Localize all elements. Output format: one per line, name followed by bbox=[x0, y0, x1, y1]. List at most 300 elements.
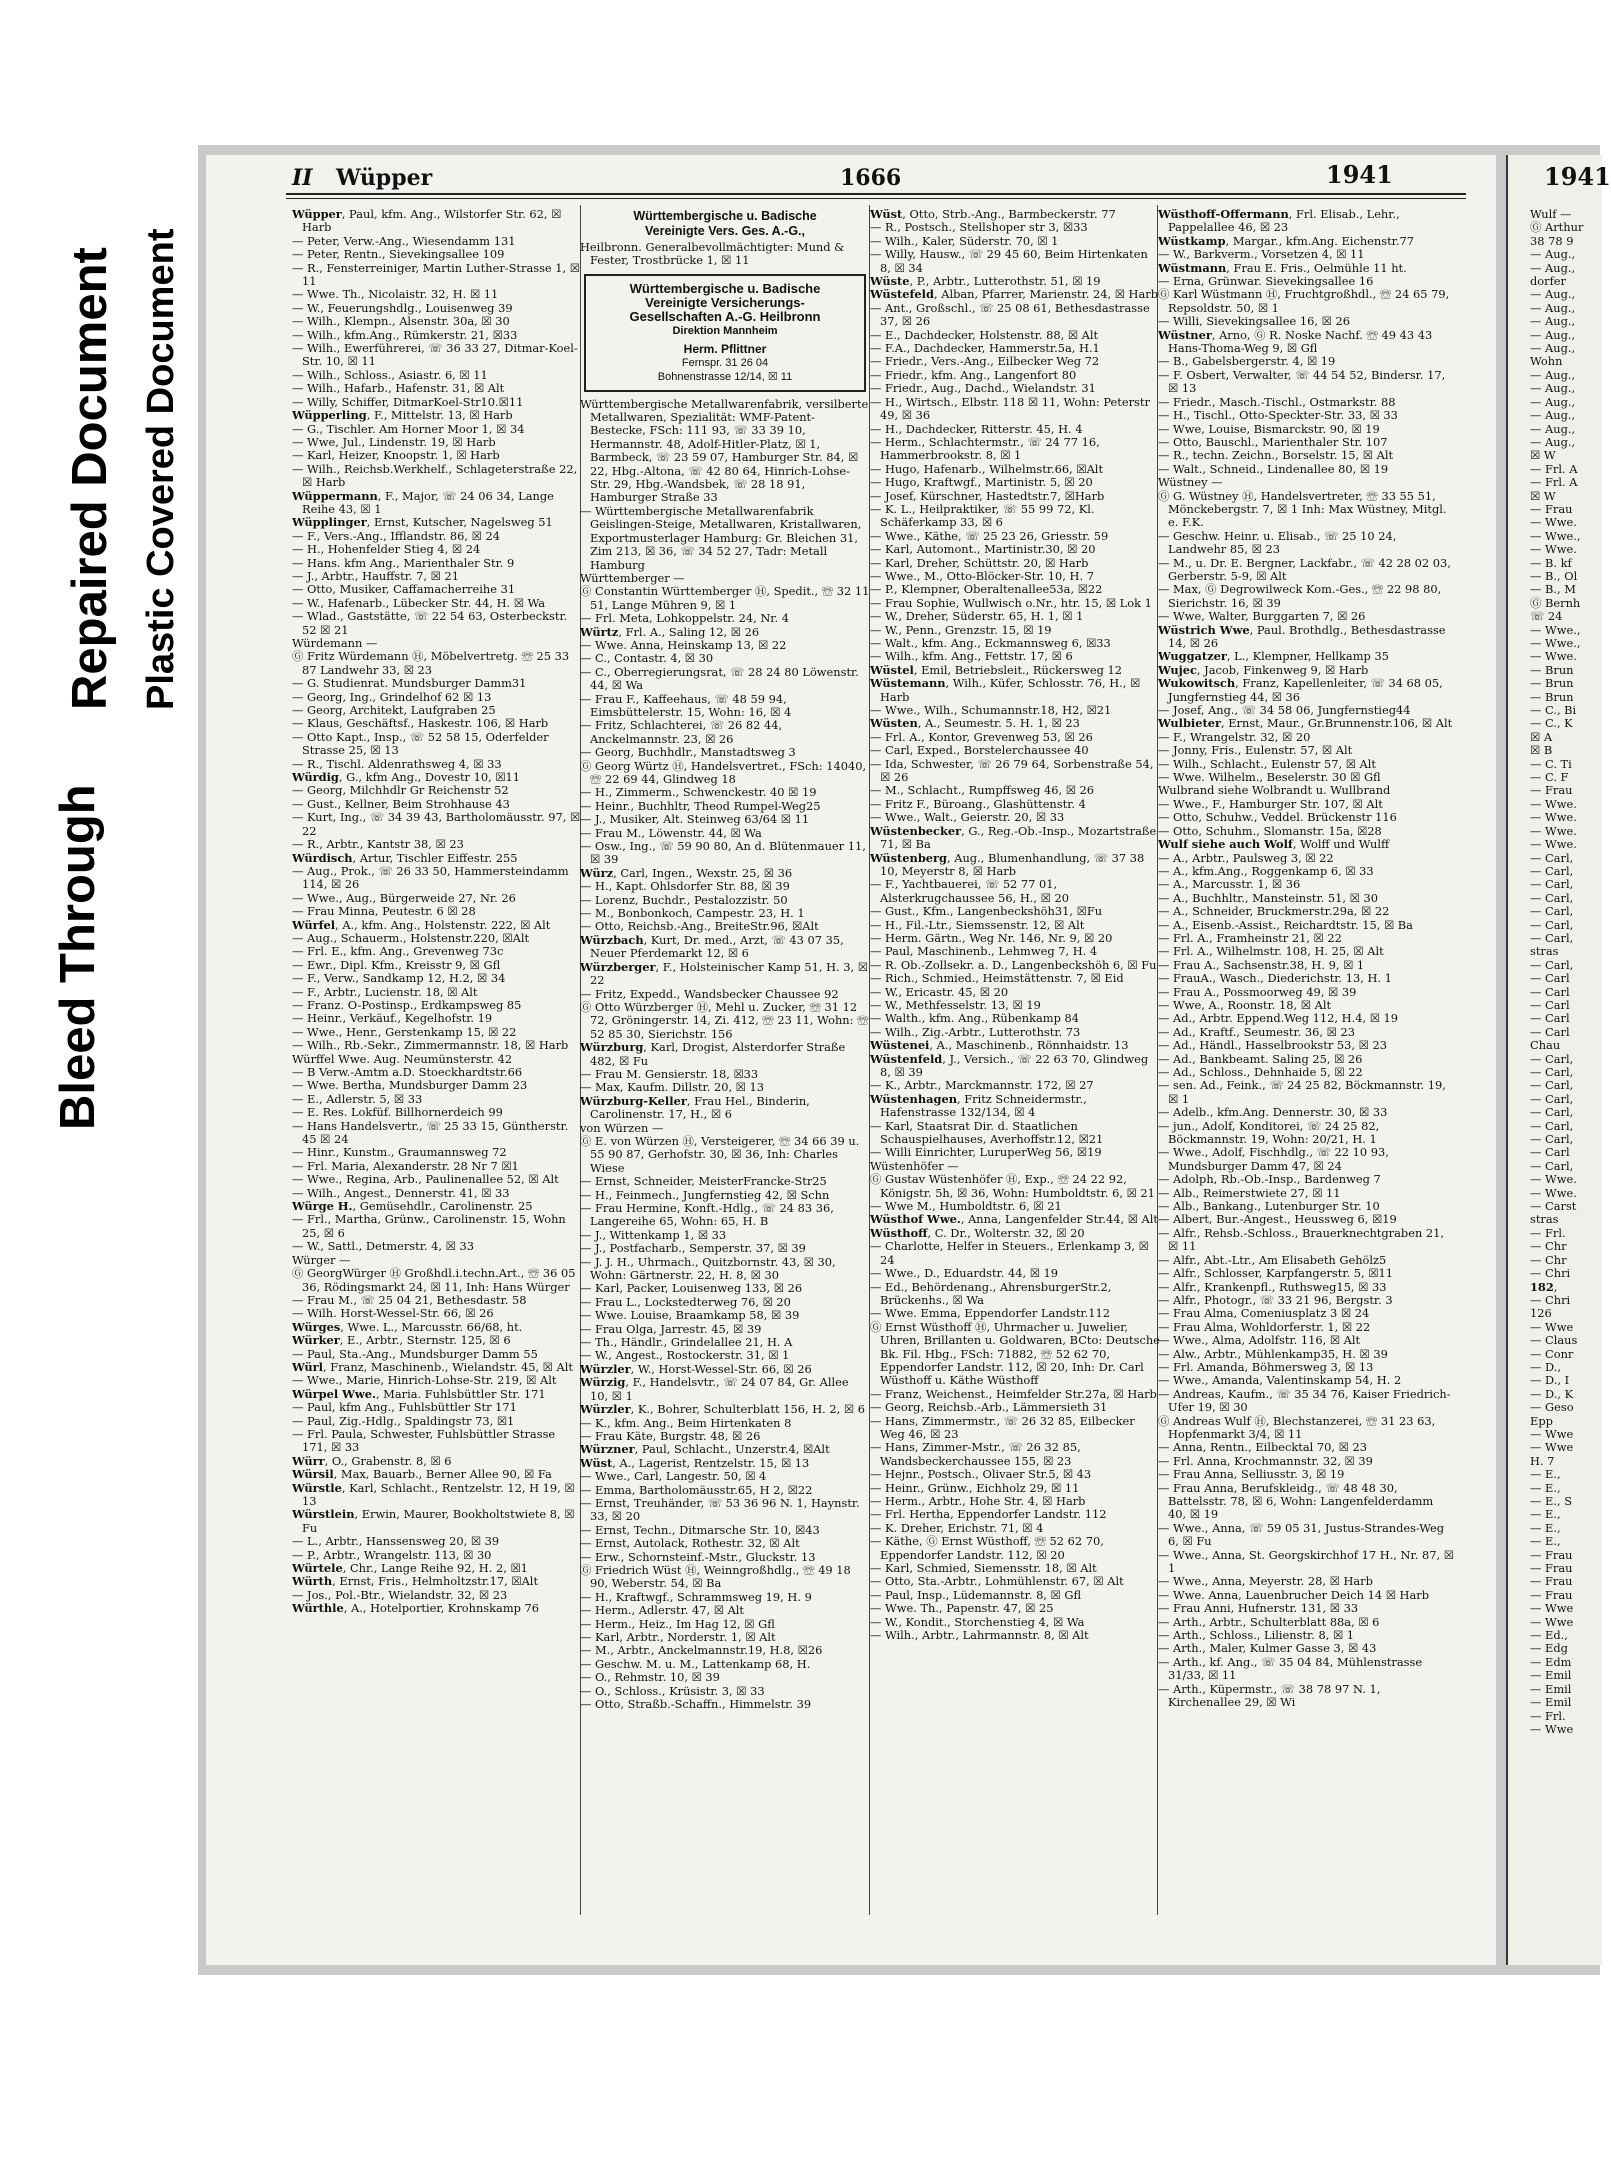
directory-entry: — Herm., Schlachtermstr., ☏ 24 77 16, Hammerbrookstr. 8, ☒ 1 bbox=[870, 434, 1100, 463]
directory-entry: — F. Osbert, Verwalter, ☏ 44 54 52, Bindersr. 17, ☒ 13 bbox=[1158, 367, 1446, 396]
directory-entry: — J., Postfacharb., Semperstr. 37, ☒ 39 bbox=[580, 1241, 806, 1256]
directory-entry: — Hans, Zimmermstr., ☏ 26 32 85, Eilbecker Weg 46, ☒ 23 bbox=[870, 1413, 1135, 1441]
directory-entry: Wuggatzer, L., Klempner, Hellkamp 35 bbox=[1158, 649, 1389, 664]
directory-entry: — Aug., bbox=[1530, 260, 1576, 275]
directory-entry: — Aug., bbox=[1530, 381, 1576, 396]
directory-entry: Ⓖ Fritz Würdemann Ⓗ, Möbelvertretg. ☏ 25 33 87 Landwehr 33, ☒ 23 bbox=[292, 649, 570, 677]
directory-entry: Ⓖ Ernst Wüsthoff Ⓗ, Uhrmacher u. Juwelier, Uhren, Brillanten u. Goldwaren, BCto: Deutsche Bk. Fil. Hbg., FSch: 71882, ☏ 52 62 70, Eppendorfer Landstr. 112, ☒ 20, Inh: Dr. Carl Wüsthoff u. Käthe Wüsthoff bbox=[870, 1319, 1160, 1388]
directory-entry: — Hans. kfm Ang., Marienthaler Str. 9 bbox=[292, 555, 515, 570]
directory-entry: — Brun bbox=[1530, 689, 1574, 704]
directory-entry: — Wilh., Schlacht., Eulenstr 57, ☒ Alt bbox=[1158, 756, 1376, 771]
directory-entry: — Wilh., Reichsb.Werkhelf., Schlageterstraße 22, ☒ Harb bbox=[292, 461, 578, 490]
directory-entry: — Aug., bbox=[1530, 421, 1576, 436]
directory-entry: — Wwe bbox=[1530, 1721, 1574, 1736]
directory-entry: — Wilh., Angest., Dennerstr. 41, ☒ 33 bbox=[292, 1185, 510, 1200]
directory-entry: — Fritz, Schlachterei, ☏ 26 82 44, Anckelmannstr. 23, ☒ 26 bbox=[580, 718, 783, 746]
directory-entry: — Frau Minna, Peutestr. 6 ☒ 28 bbox=[292, 904, 476, 919]
directory-entry: Ⓖ Georg Würtz Ⓗ, Handelsvertret., FSch: 14040, ☏ 22 69 44, Glindweg 18 bbox=[580, 758, 867, 786]
directory-entry: — Walt., kfm. Ang., Eckmannsweg 6, ☒33 bbox=[870, 636, 1111, 650]
directory-entry: — E., bbox=[1530, 1534, 1561, 1549]
directory-entry: — Frl. Maria, Alexanderstr. 28 Nr 7 ☒1 bbox=[292, 1158, 519, 1173]
directory-entry: — R., Postsch., Stellshoper str 3, ☒33 bbox=[870, 220, 1088, 235]
directory-entry: Wulbrand siehe Wolbrandt u. Wullbrand bbox=[1158, 783, 1391, 798]
directory-entry: ☏ 24 bbox=[1530, 609, 1563, 624]
directory-entry: — Alfr., Abt.-Ltr., Am Elisabeth Gehölz5 bbox=[1158, 1252, 1387, 1267]
directory-entry: Wüstemann, Wilh., Küfer, Schlosstr. 76, H., ☒ Harb bbox=[870, 676, 1141, 704]
directory-entry: — Wwe. Bertha, Mundsburger Damm 23 bbox=[292, 1078, 528, 1093]
directory-entry: — F., Yachtbauerei, ☏ 52 77 01, Alsterkrugchaussee 56, H., ☒ 20 bbox=[870, 877, 1069, 905]
directory-entry: — Adolph, Rb.-Ob.-Insp., Bardenweg 7 bbox=[1158, 1172, 1381, 1187]
next-page-year: 1941 bbox=[1544, 162, 1611, 191]
directory-entry: Ⓖ GeorgWürger Ⓗ Großhdl.i.techn.Art., ☏ 36 05 36, Rödingsmarkt 24, ☒ 11, Inh: Hans Würger bbox=[292, 1266, 576, 1294]
directory-entry: — Ed., bbox=[1530, 1628, 1568, 1643]
directory-entry: Würthle, A., Hotelportier, Krohnskamp 76 bbox=[292, 1601, 540, 1616]
directory-entry: — Karl, Automont., Martinistr.30, ☒ 20 bbox=[870, 542, 1096, 557]
directory-entry: — C. F bbox=[1530, 770, 1569, 785]
directory-entry: Wüstner, Arno, Ⓖ R. Noske Nachf. ☏ 49 43 43 Hans-Thoma-Weg 9, ☒ Gfl bbox=[1158, 327, 1433, 356]
directory-entry: 126 bbox=[1530, 1306, 1552, 1321]
directory-entry: Würzburg-Keller, Frau Hel., Binderin, Carolinenstr. 17, H., ☒ 6 bbox=[580, 1093, 810, 1122]
directory-entry: — W., Hafenarb., Lübecker Str. 44, H. ☒ Wa bbox=[292, 595, 546, 610]
directory-entry: — Wwe., Anna, St. Georgskirchhof 17 H., Nr. 87, ☒ 1 bbox=[1158, 1547, 1454, 1576]
directory-entry: — Frl. A., Framheinstr 21, ☒ 22 bbox=[1158, 930, 1342, 945]
directory-entry: — Wilh., kfm.Ang., Rümkerstr. 21, ☒33 bbox=[292, 327, 518, 342]
directory-entry: — Käthe, Ⓖ Ernst Wüsthoff, ☏ 52 62 70, Eppendorfer Landstr. 112, ☒ 20 bbox=[870, 1534, 1104, 1562]
directory-entry: — sen. Ad., Feink., ☏ 24 25 82, Böckmannstr. 19, ☒ 1 bbox=[1158, 1078, 1446, 1106]
directory-entry: — Frl. E., kfm. Ang., Grevenweg 73c bbox=[292, 944, 504, 959]
directory-entry: ☒ W bbox=[1530, 488, 1556, 503]
directory-entry: — Hugo, Hafenarb., Wilhelmstr.66, ☒Alt bbox=[870, 461, 1104, 476]
directory-entry: — Ernst, Techn., Ditmarsche Str. 10, ☒43 bbox=[580, 1522, 820, 1537]
directory-entry: Würdisch, Artur, Tischler Eiffestr. 255 bbox=[292, 850, 518, 865]
directory-entry: Wüstrich Wwe, Paul. Brothdlg., Bethesdastrasse 14, ☒ 26 bbox=[1158, 622, 1446, 650]
directory-entry: — Carl, bbox=[1530, 917, 1574, 932]
directory-entry: — Willi Einrichter, LuruperWeg 56, ☒19 bbox=[870, 1145, 1102, 1160]
directory-entry: Würtz, Frl. A., Saling 12, ☒ 26 bbox=[580, 624, 760, 639]
directory-entry: — Carl, bbox=[1530, 904, 1574, 919]
directory-entry: — K. L., Heilpraktiker, ☏ 55 99 72, Kl. Schäferkamp 33, ☒ 6 bbox=[870, 501, 1095, 530]
directory-entry: Ⓖ Bernh bbox=[1530, 595, 1581, 610]
directory-entry: — W., Dreher, Süderstr. 65, H. 1, ☒ 1 bbox=[870, 609, 1084, 624]
directory-entry: Wüppermann, F., Major, ☏ 24 06 34, Lange Reihe 43, ☒ 1 bbox=[292, 488, 554, 516]
directory-entry: — Hejnr., Postsch., Olivaer Str.5, ☒ 43 bbox=[870, 1467, 1092, 1482]
directory-entry: — Wwe M., Humboldtstr. 6, ☒ 21 bbox=[870, 1199, 1062, 1214]
directory-entry: Würstlein, Erwin, Maurer, Bookholtstwiete 8, ☒ Fu bbox=[292, 1507, 575, 1535]
directory-entry: 182, bbox=[1530, 1279, 1558, 1294]
directory-entry: — Arth., Schloss., Lilienstr. 8, ☒ 1 bbox=[1158, 1628, 1355, 1643]
directory-entry: — E., Adlerstr. 5, ☒ 33 bbox=[292, 1091, 423, 1106]
directory-entry: — Carl, bbox=[1530, 1091, 1574, 1106]
directory-entry: — Wwe. bbox=[1530, 1172, 1577, 1187]
directory-entry: ☒ A bbox=[1530, 729, 1553, 744]
directory-entry: Wulf — bbox=[1530, 207, 1572, 221]
directory-entry: — Alw., Arbtr., Mühlenkamp35, H. ☒ 39 bbox=[1158, 1346, 1388, 1361]
directory-entry: — Wwe., Amanda, Valentinskamp 54, H. 2 bbox=[1158, 1373, 1402, 1388]
directory-entry: — Wwe, Jul., Lindenstr. 19, ☒ Harb bbox=[292, 434, 496, 449]
directory-entry: — K., kfm. Ang., Beim Hirtenkaten 8 bbox=[580, 1415, 792, 1430]
directory-entry: — Erna, Grünwar. Sievekingsallee 16 bbox=[1158, 274, 1374, 289]
page-number: 1666 bbox=[840, 165, 902, 191]
directory-entry: Würzig, F., Handelsvtr., ☏ 24 07 84, Gr. Allee 10, ☒ 1 bbox=[580, 1375, 849, 1403]
directory-entry: Wüsthoff-Offermann, Frl. Elisab., Lehr., Pappelallee 46, ☒ 23 bbox=[1158, 207, 1400, 235]
directory-entry: — Wwe., Käthe, ☏ 25 23 26, Griesstr. 59 bbox=[870, 528, 1109, 543]
directory-entry: Ⓖ E. von Würzen Ⓗ, Versteigerer, ☏ 34 66 39 u. 55 90 87, Gerhofstr. 30, ☒ 36, Inh: Charles Wiese bbox=[580, 1133, 860, 1175]
directory-entry: Wüstefeld, Alban, Pfarrer, Marienstr. 24, ☒ Harb bbox=[870, 287, 1158, 302]
directory-entry: — Frau M., Löwenstr. 44, ☒ Wa bbox=[580, 825, 762, 840]
directory-entry: — Wwe., Regina, Arb., Paulinenallee 52, ☒ Alt bbox=[292, 1172, 559, 1187]
directory-entry: — Frau bbox=[1530, 501, 1573, 516]
directory-entry: Würz, Carl, Ingen., Wexstr. 25, ☒ 36 bbox=[580, 865, 793, 880]
directory-entry: — Wlad., Gaststätte, ☏ 22 54 63, Osterbeckstr. 52 ☒ 21 bbox=[292, 609, 568, 637]
directory-entry: — Ad., Händl., Hasselbrookstr 53, ☒ 23 bbox=[1158, 1038, 1387, 1053]
directory-entry: — Arth., Maler, Kulmer Gasse 3, ☒ 43 bbox=[1158, 1641, 1377, 1656]
directory-entry: — B., M bbox=[1530, 582, 1576, 597]
directory-entry: — L., Arbtr., Hanssensweg 20, ☒ 39 bbox=[292, 1534, 500, 1549]
directory-entry: — H., Wirtsch., Elbstr. 118 ☒ 11, Wohn: Peterstr 49, ☒ 36 bbox=[870, 394, 1150, 423]
directory-entry: — Ed., Behördenang., AhrensburgerStr.2, Brückenhs., ☒ Wa bbox=[870, 1279, 1112, 1307]
directory-entry: — Otto, Sta.-Arbtr., Lohmühlenstr. 67, ☒ Alt bbox=[870, 1574, 1124, 1589]
directory-entry: — Emil bbox=[1530, 1681, 1572, 1696]
directory-entry: Ⓖ Otto Würzberger Ⓗ, Mehl u. Zucker, ☏ 31 12 72, Gröningerstr. 14, Zi. 412, ☏ 23 11, Wohn: ☏ 52 85 30, Sierichstr. 156 bbox=[580, 999, 869, 1041]
next-page-column bbox=[1530, 208, 1600, 1913]
ad-line: Direktion Mannheim bbox=[672, 324, 778, 337]
directory-entry: — Wwe. bbox=[1530, 515, 1577, 530]
directory-entry: Ⓖ Andreas Wulf Ⓗ, Blechstanzerei, ☏ 31 23 63, Hopfenmarkt 3/4, ☒ 11 bbox=[1158, 1413, 1436, 1441]
directory-entry: — Frl. Amanda, Böhmersweg 3, ☒ 13 bbox=[1158, 1359, 1374, 1374]
directory-entry: — R., Tischl. Aldenrathsweg 4, ☒ 33 bbox=[292, 756, 502, 771]
directory-entry: — Alb., Reimerstwiete 27, ☒ 11 bbox=[1158, 1185, 1341, 1200]
directory-entry: — Lorenz, Buchdr., Pestalozzistr. 50 bbox=[580, 892, 788, 907]
directory-entry: — Frl. Meta, Lohkoppelstr. 24, Nr. 4 bbox=[580, 611, 789, 626]
directory-entry: — Aug., bbox=[1530, 327, 1576, 342]
directory-entry: Würzberger, F., Holsteinischer Kamp 51, H. 3, ☒ 22 bbox=[580, 959, 868, 988]
directory-entry: — M., Arbtr., Anckelmannstr.19, H.8, ☒26 bbox=[580, 1643, 823, 1658]
directory-entry: — Frau M. Gensierstr. 18, ☒33 bbox=[580, 1066, 759, 1081]
directory-entry: — Wwe., bbox=[1530, 528, 1581, 543]
directory-entry: — Wwe, Louise, Bismarckstr. 90, ☒ 19 bbox=[1158, 421, 1380, 436]
directory-column-2 bbox=[580, 208, 870, 1913]
directory-entry: — Frl. bbox=[1530, 1225, 1566, 1240]
directory-entry: — Franz, Weichenst., Heimfelder Str.27a, ☒ Harb bbox=[870, 1386, 1157, 1401]
directory-entry: — C., Oberregierungsrat, ☏ 28 24 80 Löwenstr. 44, ☒ Wa bbox=[580, 664, 859, 693]
directory-entry: — Carl, bbox=[1530, 1118, 1574, 1133]
directory-entry: — Karl, Arbtr., Norderstr. 1, ☒ Alt bbox=[580, 1630, 776, 1644]
directory-entry: — F., Verw., Sandkamp 12, H.2, ☒ 34 bbox=[292, 971, 506, 986]
directory-entry: — Wilh., Klempn., Alsenstr. 30a, ☒ 30 bbox=[292, 314, 510, 329]
directory-entry: — G. Studienrat. Mundsburger Damm31 bbox=[292, 676, 527, 691]
directory-entry: Wüstenfeld, J., Versich., ☏ 22 63 70, Glindweg 8, ☒ 39 bbox=[870, 1051, 1149, 1079]
directory-entry: — Herm. Gärtn., Weg Nr. 146, Nr. 9, ☒ 20 bbox=[870, 930, 1113, 945]
directory-entry: Wüstenhöfer — bbox=[870, 1158, 959, 1173]
directory-entry: — Carl, Exped., Borstelerchaussee 40 bbox=[870, 743, 1089, 758]
directory-entry: — Wwe., Henr., Gerstenkamp 15, ☒ 22 bbox=[292, 1024, 517, 1039]
directory-entry: Ⓖ Gustav Wüstenhöfer Ⓗ, Exp., ☏ 24 22 92, Königstr. 5h, ☒ 36, Wohn: Humboldtstr. 6, ☒ 21 bbox=[870, 1172, 1155, 1200]
directory-entry: Wüst, A., Lagerist, Rentzelstr. 15, ☒ 13 bbox=[580, 1455, 810, 1470]
directory-entry: Wüstney — bbox=[1158, 475, 1223, 490]
column-2-entries bbox=[580, 398, 870, 1712]
directory-entry: — Wwe. bbox=[1530, 542, 1577, 557]
directory-entry: — Wwe. bbox=[1530, 796, 1577, 811]
directory-entry: — Wwe. Th., Nicolaistr. 32, H. ☒ 11 bbox=[292, 287, 499, 302]
directory-entry: — Wwe., F., Hamburger Str. 107, ☒ Alt bbox=[1158, 796, 1383, 811]
directory-entry: — Georg, Architekt, Laufgraben 25 bbox=[292, 703, 496, 718]
directory-entry: — R., Arbtr., Kantstr 38, ☒ 23 bbox=[292, 837, 464, 852]
directory-entry: — W., Kondit., Storchenstieg 4, ☒ Wa bbox=[870, 1614, 1085, 1629]
directory-column-1 bbox=[292, 208, 582, 1913]
directory-entry: — Ad., Kraftf., Seumestr. 36, ☒ 23 bbox=[1158, 1024, 1355, 1039]
ad-line: Herm. Pflittner bbox=[683, 341, 767, 356]
directory-entry: — Alfr., Krankenpfl., Ruthsweg15, ☒ 33 bbox=[1158, 1279, 1387, 1294]
directory-entry: — Wilh., Kaler, Süderstr. 70, ☒ 1 bbox=[870, 233, 1059, 248]
directory-entry: — Aug., bbox=[1530, 247, 1576, 262]
directory-entry: — Friedr., Masch.-Tischl., Ostmarkstr. 88 bbox=[1158, 394, 1396, 409]
directory-entry: — Aug., bbox=[1530, 434, 1576, 449]
directory-entry: — Frl. Paula, Schwester, Fuhlsbüttler Strasse 171, ☒ 33 bbox=[292, 1426, 556, 1455]
directory-entry: — Wwe., bbox=[1530, 622, 1581, 637]
directory-entry: — Wwe, Walter, Burggarten 7, ☒ 26 bbox=[1158, 609, 1366, 624]
directory-entry: — Carl, bbox=[1530, 1078, 1574, 1093]
directory-entry: stras bbox=[1530, 944, 1559, 959]
directory-entry: — Frl. Hertha, Eppendorfer Landstr. 112 bbox=[870, 1507, 1107, 1522]
directory-entry: — Wwe., Alma, Adolfstr. 116, ☒ Alt bbox=[1158, 1333, 1361, 1348]
header-rule bbox=[286, 193, 1466, 195]
directory-entry: — Wilh. Horst-Wessel-Str. 66, ☒ 26 bbox=[292, 1306, 494, 1321]
directory-entry: Würsil, Max, Bauarb., Berner Allee 90, ☒ Fa bbox=[292, 1467, 552, 1482]
directory-entry: — Carl, bbox=[1530, 1158, 1574, 1173]
directory-entry: Würge H., Gemüsehdlr., Carolinenstr. 25 bbox=[292, 1199, 533, 1214]
directory-entry: — A., Marcusstr. 1, ☒ 36 bbox=[1158, 877, 1301, 892]
directory-entry: — A., kfm.Ang., Roggenkamp 6, ☒ 33 bbox=[1158, 863, 1374, 878]
section-numeral: II bbox=[292, 165, 313, 191]
directory-entry: — Georg, Reichsb.-Arb., Lämmersieth 31 bbox=[870, 1400, 1108, 1415]
ad-line: Gesellschaften A.-G. Heilbronn bbox=[629, 308, 821, 324]
directory-entry: — Josef, Ang., ☏ 34 58 06, Jungfernstieg44 bbox=[1158, 703, 1411, 718]
directory-entry: Würth, Ernst, Fris., Helmholtzstr.17, ☒Alt bbox=[292, 1574, 539, 1589]
directory-entry: — Frl., Martha, Grünw., Carolinenstr. 15, Wohn 25, ☒ 6 bbox=[292, 1212, 566, 1240]
directory-entry: — Wilh., kfm. Ang., Fettstr. 17, ☒ 6 bbox=[870, 649, 1073, 664]
directory-entry: — Wwe., Marie, Hinrich-Lohse-Str. 219, ☒ Alt bbox=[292, 1373, 557, 1388]
directory-entry: — Geso bbox=[1530, 1400, 1574, 1415]
directory-entry: Württembergische Metallwarenfabrik, versilberte Metallwaren, Spezialität: WMF-Patent-Bestecke, FSch: 111 93, ☏ 33 39 10, Hermannstr. 48, Adolf-Hitler-Platz, ☒ 1, Barmbeck, ☏ 23 59 07, Hamburger Str. 84, ☒ 22, Hbg.-Altona, ☏ 42 80 64, Hinrich-Lohse-Str. 29, Hbg.-Wandsbek, ☏ 28 18 91, Hamburger Straße 33 bbox=[580, 396, 869, 505]
directory-entry: Wohn bbox=[1530, 354, 1563, 369]
company-heading-2: Vereinigte Vers. Ges. A.-G., bbox=[644, 224, 806, 239]
directory-entry: — D., bbox=[1530, 1359, 1561, 1374]
directory-entry: — Georg, Ing., Grindelhof 62 ☒ 13 bbox=[292, 689, 492, 704]
directory-entry: — Wwe. Th., Papenstr. 47, ☒ 25 bbox=[870, 1601, 1054, 1616]
directory-entry: — Frau Alma, Wohldorferstr. 1, ☒ 22 bbox=[1158, 1319, 1371, 1334]
directory-entry: — Conr bbox=[1530, 1346, 1574, 1361]
directory-entry: — O., Schloss., Krüsistr. 3, ☒ 33 bbox=[580, 1683, 765, 1698]
directory-entry: — Carl, bbox=[1530, 877, 1574, 892]
directory-entry: — Wwe bbox=[1530, 1601, 1574, 1616]
directory-entry: — Willy, Schiffer, DitmarKoel-Str10.☒11 bbox=[292, 394, 524, 409]
directory-entry: — C., K bbox=[1530, 716, 1573, 731]
directory-entry: — Edg bbox=[1530, 1641, 1568, 1656]
company-heading-1: Württembergische u. Badische bbox=[633, 209, 817, 223]
directory-entry: — Peter, Rentn., Sievekingsallee 109 bbox=[292, 247, 505, 262]
directory-entry: — M., Bonbonkoch, Campestr. 23, H. 1 bbox=[580, 906, 805, 921]
directory-entry: — G., Tischler. Am Horner Moor 1, ☒ 34 bbox=[292, 421, 525, 436]
directory-entry: — W., Ericastr. 45, ☒ 20 bbox=[870, 984, 1009, 999]
directory-entry: — Frau bbox=[1530, 1587, 1573, 1602]
directory-entry: Wüpplinger, Ernst, Kutscher, Nagelsweg 51 bbox=[292, 515, 553, 530]
directory-entry: — Carl bbox=[1530, 1011, 1570, 1026]
directory-entry: — Brun bbox=[1530, 662, 1574, 677]
directory-entry: — Paul, Insp., Lüdemannstr. 8, ☒ Gfl bbox=[870, 1587, 1082, 1602]
directory-entry: — Heinr., Grünw., Eichholz 29, ☒ 11 bbox=[870, 1480, 1080, 1495]
directory-entry: Ⓖ Karl Wüstmann Ⓗ, Fruchtgroßhdl., ☏ 24 65 79, Repsoldstr. 50, ☒ 1 bbox=[1158, 287, 1450, 315]
directory-entry: — Aug., bbox=[1530, 394, 1576, 409]
insurance-advertisement bbox=[584, 274, 866, 392]
directory-entry: — Arth., Arbtr., Schulterblatt 88a, ☒ 6 bbox=[1158, 1614, 1380, 1629]
directory-entry: — H., Kapt. Ohlsdorfer Str. 88, ☒ 39 bbox=[580, 879, 790, 894]
directory-entry: Wujec, Jacob, Finkenweg 9, ☒ Harb bbox=[1158, 662, 1369, 677]
directory-entry: — Wwe., D., Eduardstr. 44, ☒ 19 bbox=[870, 1266, 1059, 1281]
page-running-head: Wüpper bbox=[336, 165, 433, 191]
directory-entry: — Karl, Staatsrat Dir. d. Staatlichen Schauspielhauses, Averhoffstr.12, ☒21 bbox=[870, 1118, 1104, 1147]
directory-entry: Würger — bbox=[292, 1252, 351, 1267]
directory-entry: — Alfr., Rehsb.-Schloss., Brauerknechtgraben 21, ☒ 11 bbox=[1158, 1225, 1445, 1254]
directory-entry: Wüstenberg, Aug., Blumenhandlung, ☏ 37 38 10, Meyerstr 8, ☒ Harb bbox=[870, 850, 1145, 878]
directory-entry: — Ernst, Autolack, Rothestr. 32, ☒ Alt bbox=[580, 1536, 800, 1551]
directory-entry: Epp bbox=[1530, 1413, 1553, 1428]
directory-entry: — W., Methfesselstr. 13, ☒ 19 bbox=[870, 997, 1041, 1012]
directory-entry: Ⓖ Constantin Württemberger Ⓗ, Spedit., ☏ 32 11 51, Lange Mühren 9, ☒ 1 bbox=[580, 584, 870, 612]
directory-entry: — Friedr., Vers.-Ang., Eilbecker Weg 72 bbox=[870, 354, 1100, 369]
directory-entry: Würzbach, Kurt, Dr. med., Arzt, ☏ 43 07 35, Neuer Pferdemarkt 12, ☒ 6 bbox=[580, 932, 844, 961]
directory-entry: — Carl, bbox=[1530, 850, 1574, 865]
directory-entry: — Hans Handelsvertr., ☏ 25 33 15, Güntherstr. 45 ☒ 24 bbox=[292, 1118, 569, 1147]
directory-entry: — W., Angest., Rostockerstr. 31, ☒ 1 bbox=[580, 1348, 790, 1363]
directory-entry: — Walth., kfm. Ang., Rübenkamp 84 bbox=[870, 1011, 1079, 1026]
directory-entry: — Georg, Milchhdlr Gr Reichenstr 52 bbox=[292, 783, 509, 798]
directory-entry: — Heinr., Buchhltr, Theod Rumpel-Weg25 bbox=[580, 798, 821, 813]
directory-entry: Wüpper, Paul, kfm. Ang., Wilstorfer Str. 62, ☒ Harb bbox=[292, 207, 562, 235]
directory-entry: — Kurt, Ing., ☏ 34 39 43, Bartholomäusstr. 97, ☒ 22 bbox=[292, 810, 581, 838]
directory-entry: — W., Penn., Grenzstr. 15, ☒ 19 bbox=[870, 622, 1052, 637]
directory-entry: — Wilh., Ewerführerei, ☏ 36 33 27, Ditmar-Koel-Str. 10, ☒ 11 bbox=[292, 341, 578, 369]
directory-entry: Würr, O., Grabenstr. 8, ☒ 6 bbox=[292, 1453, 452, 1468]
bleed-through-label: Bleed Through bbox=[51, 784, 105, 1130]
directory-entry: — Carl bbox=[1530, 971, 1570, 986]
directory-entry: — Claus bbox=[1530, 1333, 1578, 1348]
directory-entry: — Ant., Großschl., ☏ 25 08 61, Bethesdastrasse 37, ☒ 26 bbox=[870, 300, 1150, 329]
directory-entry: — Th., Händlr., Grindelallee 21, H. A bbox=[580, 1335, 793, 1350]
directory-entry: — B Verw.-Amtm a.D. Stoeckhardtstr.66 bbox=[292, 1065, 523, 1079]
directory-entry: — Wwe., Anna, ☏ 59 05 31, Justus-Strandes-Weg 6, ☒ Fu bbox=[1158, 1520, 1445, 1549]
directory-entry: — Carl bbox=[1530, 1024, 1570, 1039]
directory-entry: — Otto, Bauschl., Marienthaler Str. 107 bbox=[1158, 434, 1388, 449]
directory-entry: — Edm bbox=[1530, 1654, 1572, 1669]
directory-entry: Wüstenbecker, G., Reg.-Ob.-Insp., Mozartstraße 71, ☒ Ba bbox=[870, 823, 1157, 852]
directory-entry: — Otto Kapt., Insp., ☏ 52 58 15, Oderfelder Strasse 25, ☒ 13 bbox=[292, 729, 549, 758]
directory-entry: — Herm., Heiz., Im Hag 12, ☒ Gfl bbox=[580, 1616, 775, 1631]
directory-entry: — Geschw. Heinr. u. Elisab., ☏ 25 10 24, Landwehr 85, ☒ 23 bbox=[1158, 528, 1397, 557]
directory-entry: Wüsthof Wwe., Anna, Langenfelder Str.44, ☒ Alt bbox=[870, 1212, 1158, 1227]
directory-entry: — Frau Anna, Selliusstr. 3, ☒ 19 bbox=[1158, 1467, 1345, 1482]
directory-entry: — Wwe. bbox=[1530, 649, 1577, 664]
directory-entry: — Brun bbox=[1530, 676, 1574, 691]
directory-entry: — Ewr., Dipl. Kfm., Kreisstr 9, ☒ Gfl bbox=[292, 957, 501, 972]
header-rule-thin bbox=[286, 198, 1466, 199]
directory-entry: — Ida, Schwester, ☏ 26 79 64, Sorbenstraße 54, ☒ 26 bbox=[870, 756, 1154, 785]
directory-entry: Wulf siehe auch Wolf, Wolff und Wulff bbox=[1158, 837, 1390, 852]
directory-entry: — Wwe., bbox=[1530, 636, 1581, 650]
directory-entry: — J., Musiker, Alt. Steinweg 63/64 ☒ 11 bbox=[580, 812, 810, 827]
directory-entry: — Peter, Verw.-Ang., Wiesendamm 131 bbox=[292, 233, 516, 248]
directory-entry: H. 7 bbox=[1530, 1453, 1555, 1468]
directory-entry: — Willi, Sievekingsallee 16, ☒ 26 bbox=[1158, 314, 1350, 329]
directory-entry: Würffel Wwe. Aug. Neumünsterstr. 42 bbox=[292, 1051, 513, 1066]
directory-entry: — Wwe. bbox=[1530, 1185, 1577, 1200]
directory-entry: — Wwe., Aug., Bürgerweide 27, Nr. 26 bbox=[292, 890, 516, 905]
directory-entry: — Carl, bbox=[1530, 1105, 1574, 1120]
directory-column-4 bbox=[1158, 208, 1454, 1913]
directory-entry: — Wilh., Zig.-Arbtr., Lutterothstr. 73 bbox=[870, 1024, 1081, 1039]
directory-entry: — Fritz, Expedd., Wandsbecker Chaussee 92 bbox=[580, 986, 839, 1001]
directory-entry: — Carl bbox=[1530, 984, 1570, 999]
directory-entry: — Frau bbox=[1530, 1547, 1573, 1562]
directory-entry: — Carl bbox=[1530, 997, 1570, 1012]
directory-entry: — H., Feinmech., Jungfernstieg 42, ☒ Schn bbox=[580, 1187, 830, 1202]
directory-entry: — E., S bbox=[1530, 1494, 1572, 1508]
directory-entry: — P., Arbtr., Wrangelstr. 113, ☒ 30 bbox=[292, 1547, 492, 1562]
directory-entry: — Wwe., Anna, Meyerstr. 28, ☒ Harb bbox=[1158, 1574, 1373, 1589]
directory-entry: — Otto, Schuhm., Slomanstr. 15a, ☒28 bbox=[1158, 823, 1382, 838]
directory-entry: Würdig, G., kfm Ang., Dovestr 10, ☒11 bbox=[292, 770, 521, 785]
directory-entry: — Herm., Adlerstr. 47, ☒ Alt bbox=[580, 1603, 745, 1618]
directory-entry: — Carl bbox=[1530, 1145, 1570, 1160]
directory-entry: — E., Dachdecker, Holstenstr. 88, ☒ Alt bbox=[870, 327, 1099, 342]
directory-entry: Wüst, Otto, Strb.-Ang., Barmbeckerstr. 77 bbox=[870, 207, 1116, 221]
directory-entry: — Osw., Ing., ☏ 59 90 80, An d. Blütenmauer 11, ☒ 39 bbox=[580, 839, 866, 867]
directory-entry: — Wilh., Rb.-Sekr., Zimmermannstr. 18, ☒ Harb bbox=[292, 1038, 569, 1053]
directory-entry: Wüstel, Emil, Betriebsleit., Rückersweg 12 bbox=[870, 662, 1123, 677]
directory-entry: Würl, Franz, Maschinenb., Wielandstr. 45, ☒ Alt bbox=[292, 1359, 573, 1374]
directory-entry: Württemberger — bbox=[580, 570, 685, 585]
page-year: 1941 bbox=[1326, 160, 1393, 189]
directory-entry: — Frl. A bbox=[1530, 461, 1578, 476]
directory-entry: — J., Arbtr., Hauffstr. 7, ☒ 21 bbox=[292, 568, 459, 583]
directory-entry: — H., Fil.-Ltr., Siemssenstr. 12, ☒ Alt bbox=[870, 917, 1085, 932]
directory-entry: — Emil bbox=[1530, 1668, 1572, 1683]
directory-entry: — H., Kraftwgf., Schrammsweg 19, H. 9 bbox=[580, 1589, 812, 1604]
directory-entry: Würstle, Karl, Schlacht., Rentzelstr. 12, H 19, ☒ 13 bbox=[292, 1480, 575, 1508]
directory-entry: — Wilh., Arbtr., Lahrmannstr. 8, ☒ Alt bbox=[870, 1628, 1089, 1643]
directory-entry: — O., Rehmstr. 10, ☒ 39 bbox=[580, 1670, 720, 1685]
directory-entry: — Frl. Anna, Krochmannstr. 32, ☒ 39 bbox=[1158, 1453, 1373, 1468]
directory-entry: — Frau L., Lockstedterweg 76, ☒ 20 bbox=[580, 1294, 791, 1309]
directory-entry: — R. Ob.-Zollsekr. a. D., Langenbeckshöh 6, ☒ Fu bbox=[870, 957, 1157, 972]
directory-entry: — Wwe. bbox=[1530, 823, 1577, 838]
ad-line: Württembergische u. Badische bbox=[629, 280, 821, 296]
directory-entry: — Heinr., Verkäuf., Kegelhofstr. 19 bbox=[292, 1011, 493, 1026]
directory-entry: — K., Arbtr., Marckmannstr. 172, ☒ 27 bbox=[870, 1078, 1094, 1093]
directory-entry: — Herm., Arbtr., Hohe Str. 4, ☒ Harb bbox=[870, 1494, 1086, 1508]
directory-entry: — P., Klempner, Oberaltenallee53a, ☒22 bbox=[870, 582, 1103, 597]
directory-entry: — Frau Käte, Burgstr. 48, ☒ 26 bbox=[580, 1428, 761, 1443]
directory-entry: — Geschw. M. u. M., Lattenkamp 68, H. bbox=[580, 1656, 811, 1671]
directory-entry: — Frau bbox=[1530, 783, 1573, 798]
ad-line: Bohnenstrasse 12/14, ☒ 11 bbox=[657, 370, 793, 383]
directory-entry: — Frl. A bbox=[1530, 475, 1578, 490]
directory-entry: — F., Arbtr., Lucienstr. 18, ☒ Alt bbox=[292, 984, 478, 999]
directory-entry: — Otto, Schuhw., Veddel. Brückenstr 116 bbox=[1158, 810, 1397, 825]
directory-entry: — J. J. H., Uhrmach., Quitzbornstr. 43, ☒ 30, Wohn: Gärtnerstr. 22, H. 8, ☒ 30 bbox=[580, 1254, 836, 1283]
directory-entry: — Hans, Zimmer-Mstr., ☏ 26 32 85, Wandsbeckerchaussee 155, ☒ 23 bbox=[870, 1440, 1081, 1468]
directory-entry: — Chr bbox=[1530, 1239, 1567, 1254]
directory-entry: — Wwe. Anna, Lauenbrucher Deich 14 ☒ Harb bbox=[1158, 1587, 1430, 1602]
